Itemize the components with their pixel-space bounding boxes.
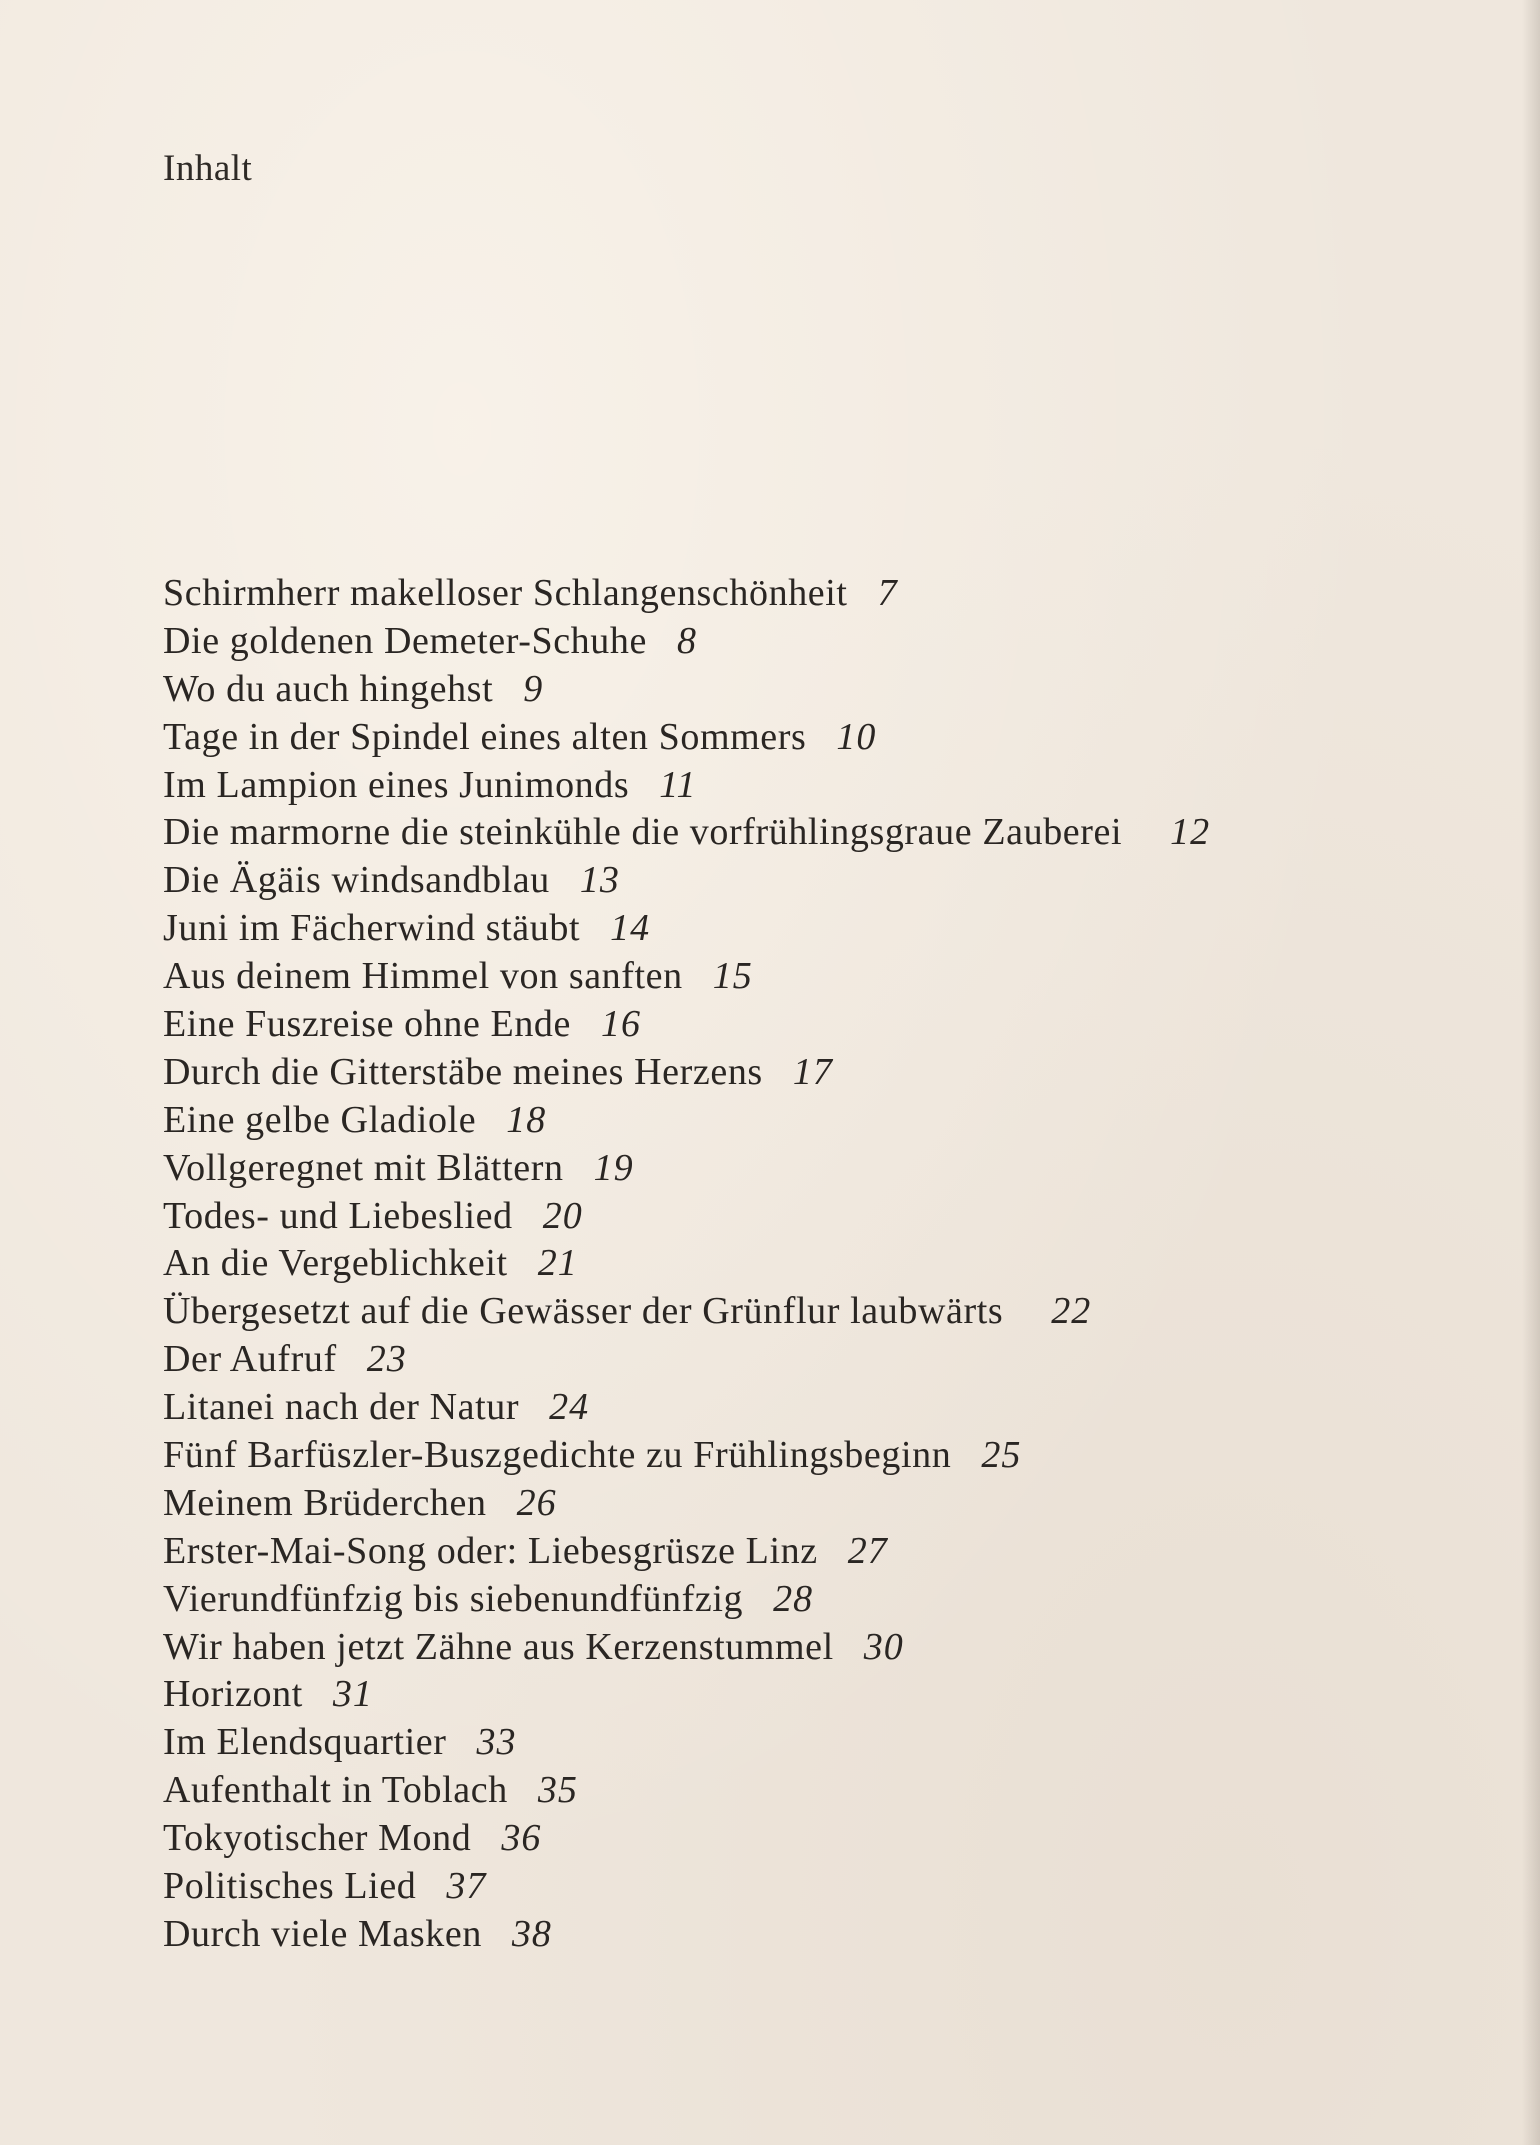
toc-entry-title: Fünf Barfüszler-Buszgedichte zu Frühlingsbeginn	[163, 1434, 952, 1477]
toc-entry-page: 22	[1051, 1290, 1092, 1333]
toc-entry	[163, 1624, 1210, 1672]
toc-entry-page: 9	[523, 667, 544, 710]
toc-entry-title: Die marmorne die steinkühle die vorfrühlingsgraue Zauberei	[163, 811, 1123, 854]
toc-entry-title: Eine Fuszreise ohne Ende	[163, 1003, 572, 1046]
toc-entry	[163, 1480, 1210, 1528]
toc-entry-page: 7	[877, 572, 898, 614]
toc-entry	[163, 1049, 1210, 1097]
toc-entry	[163, 762, 1210, 810]
toc-entry	[163, 857, 1210, 905]
toc-entry-title: Meinem Brüderchen	[163, 1481, 487, 1524]
toc-entry-title: Vierundfünfzig bis siebenundfünfzig	[163, 1577, 744, 1620]
toc-entry	[163, 1432, 1210, 1480]
toc-entry-page: 26	[516, 1481, 557, 1524]
toc-entry	[163, 1001, 1210, 1049]
toc-entry	[163, 1815, 1210, 1863]
toc-entry	[163, 1193, 1210, 1241]
toc-entry-title: Tage in der Spindel eines alten Sommers	[163, 715, 807, 758]
toc-entry-title: Aufenthalt in Toblach	[163, 1769, 508, 1812]
toc-entry-title: Übergesetzt auf die Gewässer der Grünflur laubwärts	[163, 1290, 1004, 1333]
toc-entry	[163, 1384, 1210, 1432]
toc-entry-page: 21	[537, 1242, 578, 1285]
toc-entry-page: 17	[792, 1050, 833, 1093]
toc-entry-page: 13	[579, 859, 620, 902]
toc-entry-page: 31	[332, 1673, 373, 1716]
toc-entry	[163, 1336, 1210, 1384]
toc-entry-page: 30	[863, 1625, 904, 1668]
toc-entry	[163, 1240, 1210, 1288]
toc-entry-title: Todes- und Liebeslied	[163, 1194, 513, 1237]
toc-entry-page: 35	[537, 1769, 578, 1812]
toc-entry-page: 14	[610, 907, 651, 950]
toc-entry-title: Die Ägäis windsandblau	[163, 859, 550, 902]
toc-entry-title: Juni im Fächerwind stäubt	[163, 907, 581, 950]
toc-entry	[163, 618, 1210, 666]
toc-entry	[163, 1863, 1210, 1911]
toc-entry-page: 11	[659, 763, 697, 806]
toc-entry	[163, 1719, 1210, 1767]
toc-entry-title: Schirmherr makelloser Schlangenschönheit	[163, 572, 848, 614]
toc-entry	[163, 953, 1210, 1001]
toc-entry-page: 38	[511, 1912, 552, 1955]
toc-entry-page: 8	[676, 619, 697, 662]
toc-entry	[163, 714, 1210, 762]
toc-entry-title: Politisches Lied	[163, 1865, 417, 1908]
toc-entry	[163, 1288, 1210, 1336]
toc-entry-page: 18	[506, 1098, 547, 1141]
toc-entry-page: 36	[501, 1817, 542, 1860]
toc-entry-page: 10	[836, 715, 877, 758]
toc-entry-title: Durch die Gitterstäbe meines Herzens	[163, 1050, 763, 1093]
toc-entry	[163, 1097, 1210, 1145]
toc-entry	[163, 1528, 1210, 1576]
toc-entry	[163, 809, 1210, 857]
toc-entry-page: 25	[981, 1434, 1022, 1477]
toc-entry-page: 19	[593, 1146, 634, 1189]
toc-entry-title: Vollgeregnet mit Blättern	[163, 1146, 564, 1189]
toc-entry-title: Erster-Mai-Song oder: Liebesgrüsze Linz	[163, 1529, 818, 1572]
toc-entry	[163, 666, 1210, 714]
page-title: Inhalt	[163, 148, 253, 189]
toc-entry	[163, 1145, 1210, 1193]
page-edge-shadow	[1522, 0, 1540, 2145]
toc-entry-page: 24	[549, 1386, 590, 1429]
toc-entry-page: 16	[601, 1003, 642, 1046]
toc-entry-title: Durch viele Masken	[163, 1912, 482, 1955]
toc-entry-title: An die Vergeblichkeit	[163, 1242, 508, 1285]
toc-entry	[163, 905, 1210, 953]
toc-entry-page: 33	[476, 1721, 517, 1764]
toc-entry-title: Wir haben jetzt Zähne aus Kerzenstummel	[163, 1625, 834, 1668]
toc-entry-title: Tokyotischer Mond	[163, 1817, 472, 1860]
toc-entry-page: 28	[773, 1577, 814, 1620]
toc-entry-title: Aus deinem Himmel von sanften	[163, 955, 683, 998]
toc-entry	[163, 1576, 1210, 1624]
toc-entry-title: Wo du auch hingehst	[163, 667, 494, 710]
toc-entry-title: Horizont	[163, 1673, 303, 1716]
toc-entry-title: Im Lampion eines Junimonds	[163, 763, 630, 806]
toc-entry-title: Eine gelbe Gladiole	[163, 1098, 477, 1141]
toc-entry	[163, 1911, 1210, 1959]
toc-entry-page: 12	[1170, 811, 1211, 854]
toc-entry	[163, 570, 1210, 618]
toc-entry-title: Im Elendsquartier	[163, 1721, 447, 1764]
toc-entry	[163, 1671, 1210, 1719]
toc-entry-title: Die goldenen Demeter-Schuhe	[163, 619, 647, 662]
toc-entry-title: Litanei nach der Natur	[163, 1386, 520, 1429]
toc-entry-page: 27	[847, 1529, 888, 1572]
toc-entry-page: 23	[366, 1338, 407, 1381]
toc-entry-page: 37	[446, 1865, 487, 1908]
toc-entry	[163, 1767, 1210, 1815]
toc-entry-page: 20	[542, 1194, 583, 1237]
toc-entry-title: Der Aufruf	[163, 1338, 337, 1381]
table-of-contents	[163, 570, 1210, 1959]
toc-entry-page: 15	[712, 955, 753, 998]
